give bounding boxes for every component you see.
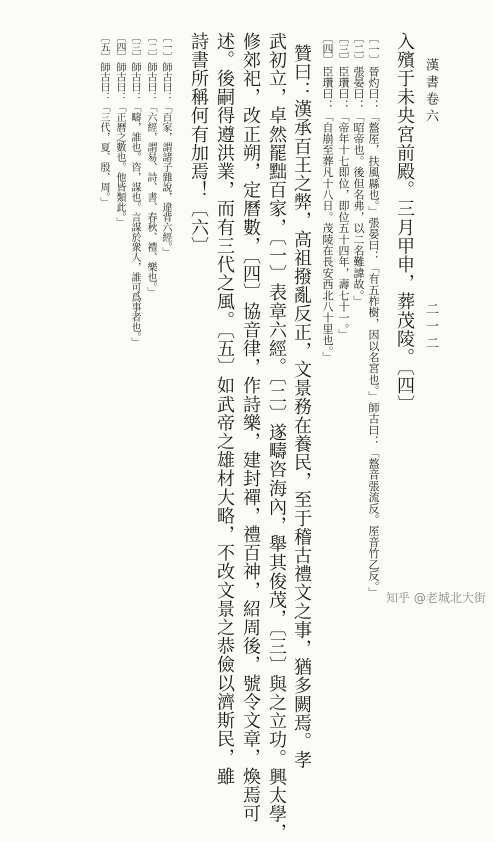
- main-text-line-6: 詩書所稱何有加焉！〔六〕: [188, 32, 209, 256]
- note-top-4: 〔四〕臣瓚曰：「自崩至葬凡十八日。茂陵在長安西北八十里也。」: [321, 32, 334, 363]
- note-bottom-5: 〔五〕師古曰：「三代，夏、殷、周。」: [98, 32, 109, 207]
- main-text-line-1: 入殯于未央宮前殿。三月甲申，葬茂陵。〔四〕: [394, 32, 415, 414]
- note-bottom-1: 〔一〕師古曰：「百家，謂諸子雜說，違背六經。」: [160, 32, 171, 257]
- note-bottom-4: 〔四〕師古曰：「正曆之數也。他皆類此。」: [114, 32, 125, 227]
- note-top-2: 〔二〕張晏曰：「昭帝也。後但名弗，以二名難諱故。」: [352, 32, 365, 307]
- main-text-line-4: 修郊祀，改正朔，定曆數，〔四〕協音律，作詩樂，建封禪，禮百神，紹周後，號令文章，煥焉可: [240, 32, 261, 823]
- note-bottom-3: 〔三〕師古曰：「疇，誰也。咨，謀也。言謀於衆人，誰可爲事者也。」: [129, 32, 140, 347]
- main-text-line-3: 武初立，卓然罷黜百家，〔一〕表章六經。〔二〕遂疇咨海內，舉其俊茂，〔三〕與之立功。興太學，: [266, 32, 287, 842]
- watermark-text: 知乎 @老城北大街: [386, 591, 486, 605]
- main-text-line-5: 述。後嗣得遵洪業，而有三代之風。〔五〕如武帝之雄材大略，不改文景之恭儉以濟斯民，雖: [214, 32, 235, 786]
- running-head: 漢書卷六: [423, 58, 438, 126]
- page-number: 二一二: [423, 302, 438, 353]
- main-text-line-2: 贊曰：漢承百王之弊，高祖撥亂反正，文景務在養民，至于稽古禮文之事，猶多闕焉。孝: [291, 44, 312, 770]
- note-top-3: 〔三〕臣瓚曰：「帝年十七即位，即位五十四年，壽七十一。」: [337, 32, 350, 341]
- note-top-1: 〔一〕晉灼曰：「盩厔，扶風縣也。」張晏曰：「有五柞樹，因以名宮也。」師古曰：「盩音張流反。厔音竹乙反。」: [367, 32, 380, 598]
- note-bottom-2: 〔二〕師古曰：「六經，謂易、詩、書、春秋、禮、樂也。」: [145, 32, 156, 297]
